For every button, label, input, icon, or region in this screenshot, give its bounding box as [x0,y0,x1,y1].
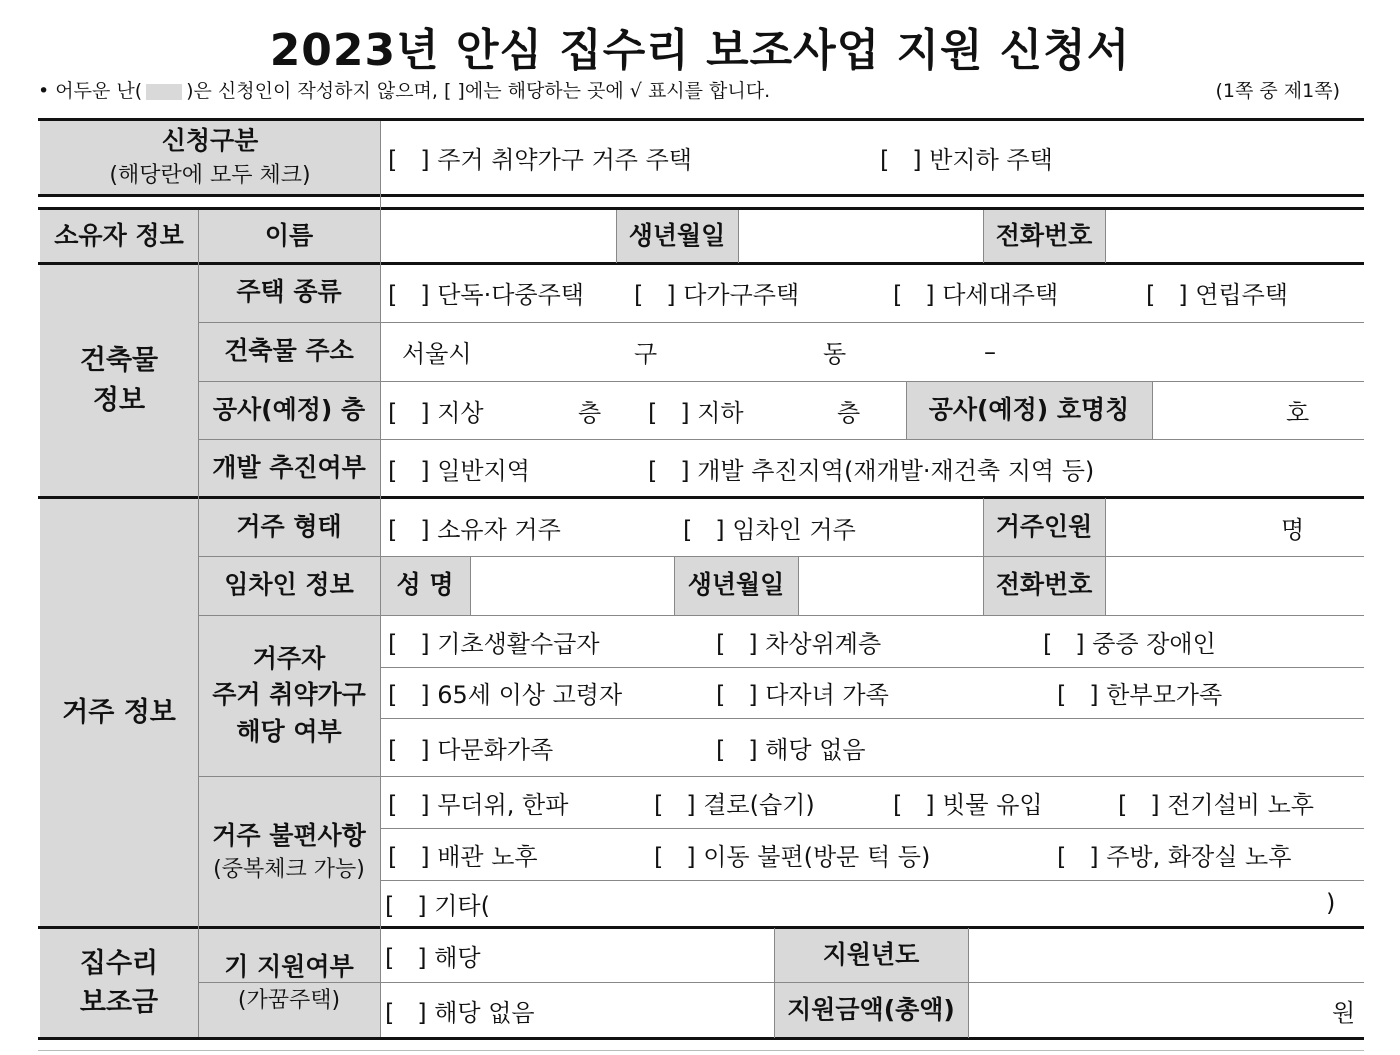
vulnerable-label-line3: 해당 여부 [236,716,342,746]
address-city: 서울시 [402,340,472,368]
support-amount-unit: 원 [1332,998,1356,1027]
inconvenience-label-text: 거주 불편사항 [212,820,366,850]
prior-support-label-text: 기 지원여부 [224,951,354,981]
support-year-label: 지원년도 [822,939,920,969]
inconvenience-option-rainwater[interactable]: [ ] 빗물 유입 [893,790,1043,819]
room-unit: 호 [1286,398,1310,427]
house-type-option-multiplex[interactable]: [ ] 다세대주택 [893,281,1059,309]
floor-above-unit: 층 [578,398,602,427]
vulnerable-household-label [198,615,380,776]
prior-support-label [198,928,380,1038]
owner-birth-field[interactable] [739,210,982,263]
prior-support-option-no[interactable]: [ ] 해당 없음 [385,998,535,1027]
resident-count-label: 거주인원 [995,511,1093,541]
house-type-option-detached[interactable]: [ ] 단독·다중주택 [388,281,584,309]
inconvenience-other-close: ) [1326,889,1336,917]
residence-form-tenant[interactable]: [ ] 임차인 거주 [683,515,856,544]
category-label-sub: (해당란에 모두 체크) [109,162,311,188]
notice-text-before: • 어두운 난( [38,80,143,102]
tenant-birth-field[interactable] [799,556,982,615]
owner-name-field[interactable] [381,210,615,263]
tenant-info-label: 임차인 정보 [224,570,354,600]
form-notice [38,76,770,103]
inconvenience-option-electrical[interactable]: [ ] 전기설비 노후 [1118,790,1314,819]
vulnerable-label-line1: 거주자 [252,644,326,674]
category-label [40,121,380,194]
owner-phone-field[interactable] [1106,210,1362,263]
vulnerable-option-single-parent[interactable]: [ ] 한부모가족 [1057,681,1223,709]
vulnerable-option-severe-disability[interactable]: [ ] 중증 장애인 [1043,629,1216,658]
prior-support-option-yes[interactable]: [ ] 해당 [385,943,481,972]
rule-category-bottom [38,194,1364,197]
building-label: 건축물 정보 [79,345,159,416]
vulnerable-option-basic-livelihood[interactable]: [ ] 기초생활수급자 [388,629,600,658]
vulnerable-option-near-poverty[interactable]: [ ] 차상위계층 [716,629,882,658]
address-field[interactable] [381,322,1363,381]
tenant-phone-label: 전화번호 [995,570,1093,600]
inconvenience-option-heat-cold[interactable]: [ ] 무더위, 한파 [388,790,569,819]
tenant-birth-label: 생년월일 [687,570,785,600]
resident-count-field[interactable] [1106,498,1276,556]
inconvenience-option-mobility[interactable]: [ ] 이동 불편(방문 턱 등) [654,842,931,871]
vulnerable-option-none[interactable]: [ ] 해당 없음 [716,735,866,764]
subsidy-label-line1: 집수리 [79,947,159,979]
page-number: (1쪽 중 제1쪽) [1215,80,1340,102]
subsidy-label [40,928,198,1038]
rule-footer [38,1050,1364,1051]
residence-form-label: 거주 형태 [236,511,342,541]
prior-support-label-sub: (가꿈주택) [237,988,341,1014]
support-amount-label: 지원금액(총액) [787,994,955,1024]
tenant-name-label: 성 명 [396,570,454,600]
house-type-option-row-house[interactable]: [ ] 연립주택 [1146,281,1288,309]
residence-label: 거주 정보 [62,697,176,729]
form-title: 2023년 안심 집수리 보조사업 지원 신청서 [269,25,1131,76]
category-label-text: 신청구분 [161,126,259,156]
house-type-option-multi-household[interactable]: [ ] 다가구주택 [634,281,800,309]
development-label: 개발 추진여부 [212,453,366,483]
category-option-semi-basement[interactable]: [ ] 반지하 주택 [880,146,1053,174]
vulnerable-option-elderly[interactable]: [ ] 65세 이상 고령자 [388,681,623,709]
inconvenience-option-other[interactable]: [ ] 기타( [385,891,490,920]
room-label: 공사(예정) 호명칭 [928,394,1130,424]
shaded-cell-sample [146,84,182,100]
support-year-field[interactable] [969,928,1362,982]
floor-above-option[interactable]: [ ] 지상 [388,398,484,427]
floor-label: 공사(예정) 층 [212,394,366,424]
vulnerable-label-line2: 주거 취약가구 [212,680,366,710]
resident-count-unit: 명 [1281,515,1305,544]
inconvenience-label [198,776,380,928]
house-type-label: 주택 종류 [236,277,342,307]
address-gu: 구 [634,340,658,368]
subsidy-label-line2: 보조금 [79,987,159,1018]
inconvenience-label-sub: (중복체크 가능) [213,857,365,883]
residence-form-owner[interactable]: [ ] 소유자 거주 [388,515,561,544]
inconvenience-option-piping[interactable]: [ ] 배관 노후 [388,842,538,871]
vulnerable-option-multi-child[interactable]: [ ] 다자녀 가족 [716,681,889,709]
room-field[interactable] [1153,381,1273,439]
inconvenience-other-field[interactable] [520,880,1320,926]
development-option-general[interactable]: [ ] 일반지역 [388,457,530,485]
development-option-redevelopment[interactable]: [ ] 개발 추진지역(재개발·재건축 지역 등) [648,457,1095,485]
owner-phone-label: 전화번호 [995,221,1093,251]
address-dash: – [984,337,996,366]
tenant-phone-field[interactable] [1106,556,1362,615]
inconvenience-option-kitchen-bathroom[interactable]: [ ] 주방, 화장실 노후 [1057,842,1292,871]
owner-birth-label: 생년월일 [628,221,726,251]
vulnerable-option-multicultural[interactable]: [ ] 다문화가족 [388,735,554,764]
owner-name-label: 이름 [264,221,314,251]
owner-label: 소유자 정보 [54,221,184,251]
category-option-vulnerable[interactable]: [ ] 주거 취약가구 거주 주택 [388,146,692,174]
address-dong: 동 [823,340,847,368]
inconvenience-option-condensation[interactable]: [ ] 결로(습기) [654,790,815,819]
support-amount-field[interactable] [969,982,1329,1038]
floor-below-option[interactable]: [ ] 지하 [648,398,744,427]
notice-text-after: )은 신청인이 작성하지 않으며, [ ]에는 해당하는 곳에 √ 표시를 합니다. [186,80,771,102]
address-label: 건축물 주소 [224,336,354,366]
tenant-name-field[interactable] [471,556,673,615]
floor-below-unit: 층 [837,398,861,427]
